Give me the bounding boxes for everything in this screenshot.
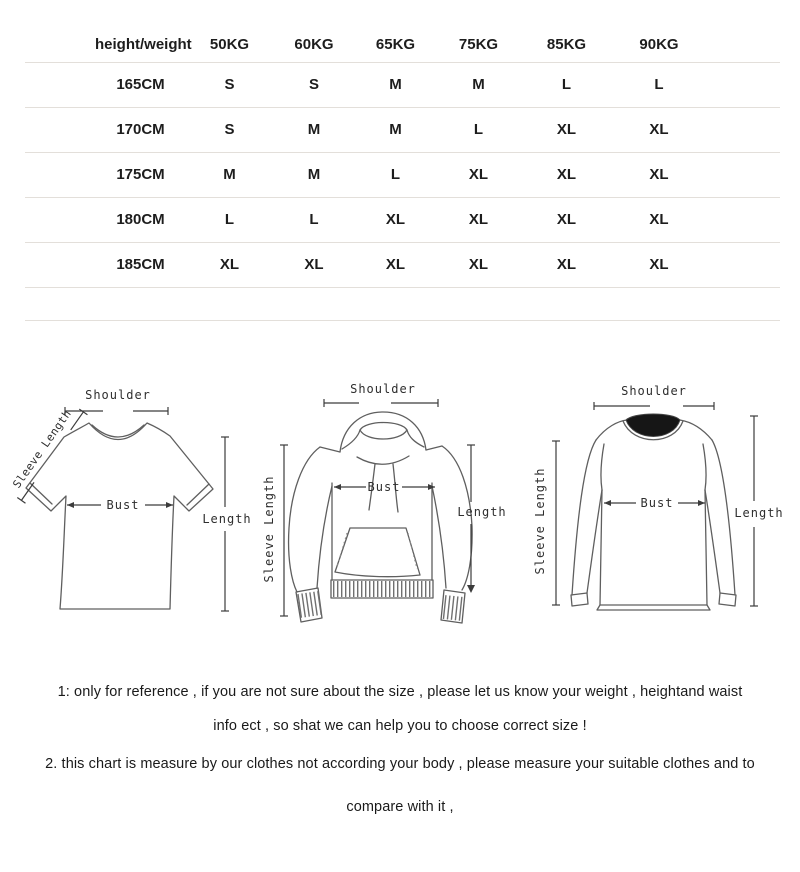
header-height-weight: height/weight — [25, 28, 186, 62]
size-cell: M — [186, 152, 273, 197]
size-cell: XL — [436, 242, 521, 287]
size-cell: S — [186, 107, 273, 152]
header-60kg: 60KG — [273, 28, 355, 62]
header-65kg: 65KG — [355, 28, 436, 62]
table-header-row — [25, 28, 780, 62]
size-cell: XL — [521, 107, 612, 152]
size-table-section — [25, 28, 800, 321]
tshirt-diagram — [4, 359, 262, 659]
length-label: Length — [457, 504, 507, 519]
sleeve-length-measure — [552, 441, 560, 605]
sleeve-length-measure — [6, 401, 88, 503]
row-height-label: 185CM — [25, 242, 186, 287]
size-cell: M — [273, 152, 355, 197]
length-label: Length — [202, 511, 252, 526]
size-cell: XL — [612, 197, 706, 242]
note-1-line-2: info ect , so shat we can help you to choose correct size ! — [213, 717, 587, 734]
size-cell: XL — [436, 197, 521, 242]
tshirt-sketch — [4, 359, 262, 659]
table-row — [25, 62, 780, 107]
bust-label: Bust — [367, 479, 401, 494]
size-cell: XL — [273, 242, 355, 287]
table-bottom-spacer — [25, 287, 780, 320]
size-cell: L — [436, 107, 521, 152]
longsleeve-sketch — [530, 359, 792, 659]
size-cell: XL — [355, 242, 436, 287]
header-50kg: 50KG — [186, 28, 273, 62]
size-cell: XL — [355, 197, 436, 242]
sleeve-length-label: Sleeve Length — [262, 475, 276, 582]
size-cell: XL — [521, 197, 612, 242]
size-cell: M — [355, 62, 436, 107]
header-75kg: 75KG — [436, 28, 521, 62]
note-2-line-1: 2. this chart is measure by our clothes not according your body , please measure your suitable clothes and to — [45, 755, 755, 772]
shoulder-label: Shoulder — [350, 381, 416, 396]
note-2-line-2: compare with it , — [346, 798, 454, 815]
row-height-label: 180CM — [25, 197, 186, 242]
size-cell: L — [612, 62, 706, 107]
sleeve-length-measure — [280, 445, 288, 616]
row-height-label: 165CM — [25, 62, 186, 107]
size-cell: M — [355, 107, 436, 152]
sleeve-length-label: Sleeve Length — [533, 467, 547, 574]
hoodie-outline — [289, 412, 473, 623]
table-row — [25, 152, 780, 197]
size-cell: XL — [612, 152, 706, 197]
table-row — [25, 197, 780, 242]
row-height-label: 175CM — [25, 152, 186, 197]
size-cell: XL — [521, 242, 612, 287]
header-filler — [706, 28, 780, 62]
sleeve-length-label: Sleeve Length — [10, 406, 75, 491]
hoodie-sketch — [262, 359, 530, 659]
bust-label: Bust — [640, 495, 674, 510]
shoulder-label: Shoulder — [85, 387, 151, 402]
size-cell: S — [273, 62, 355, 107]
size-cell: M — [273, 107, 355, 152]
row-height-label: 170CM — [25, 107, 186, 152]
size-chart-page — [0, 28, 800, 872]
diagrams-section — [4, 359, 800, 659]
notes-section — [0, 681, 800, 818]
shoulder-measure-line — [65, 407, 168, 415]
size-cell: S — [186, 62, 273, 107]
shoulder-label: Shoulder — [621, 383, 687, 398]
size-table — [25, 28, 780, 321]
table-row — [25, 107, 780, 152]
header-85kg: 85KG — [521, 28, 612, 62]
table-row — [25, 242, 780, 287]
size-cell: XL — [612, 107, 706, 152]
hoodie-diagram — [262, 359, 530, 659]
bust-label: Bust — [106, 497, 140, 512]
longsleeve-outline — [571, 414, 736, 610]
size-cell: XL — [186, 242, 273, 287]
length-label: Length — [734, 505, 784, 520]
note-1-line-1: 1: only for reference , if you are not sure about the size , please let us know your weight , heightand waist — [57, 683, 743, 700]
shoulder-measure-line — [324, 399, 438, 407]
size-cell: L — [355, 152, 436, 197]
size-cell: L — [186, 197, 273, 242]
size-cell: XL — [521, 152, 612, 197]
longsleeve-diagram — [530, 359, 792, 659]
size-cell: XL — [612, 242, 706, 287]
size-cell: M — [436, 62, 521, 107]
shoulder-measure-line — [594, 402, 714, 410]
tshirt-outline — [26, 423, 213, 609]
size-cell: XL — [436, 152, 521, 197]
size-cell: L — [521, 62, 612, 107]
header-90kg: 90KG — [612, 28, 706, 62]
size-cell: L — [273, 197, 355, 242]
